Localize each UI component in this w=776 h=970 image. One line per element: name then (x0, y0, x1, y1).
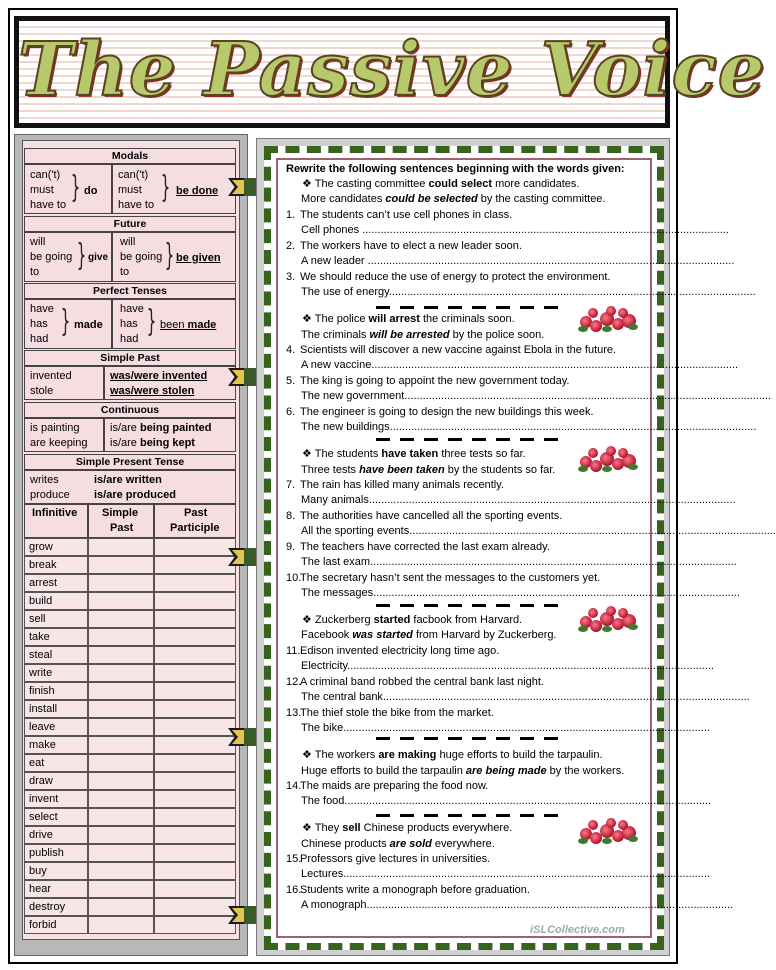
fill-in-dots: ........................................................................................................................ (368, 494, 736, 506)
question-14: 14.The maids are preparing the food now. (286, 780, 489, 792)
verb-past-blank[interactable] (88, 700, 154, 718)
verb-row (24, 610, 238, 628)
modals-r2: must (118, 184, 142, 196)
past-l1: invented (30, 370, 72, 382)
example-6-passive: Chinese products are sold everywhere. (301, 838, 495, 850)
verb-row (24, 628, 238, 646)
verb-participle-blank[interactable] (154, 628, 236, 646)
example-1-active: ❖ The casting committee could select more candidates. (302, 178, 580, 190)
perfect-r3: had (120, 333, 139, 345)
fill-in-dots: ........................................................................................................................ (347, 660, 714, 672)
verb-past-blank[interactable] (88, 646, 154, 664)
verb-row (24, 682, 238, 700)
verb-infinitive: make (24, 736, 88, 754)
verb-participle-blank[interactable] (154, 664, 236, 682)
watermark: iSLCollective.com (530, 924, 625, 936)
verb-past-blank[interactable] (88, 826, 154, 844)
example-5-passive: Huge efforts to build the tarpaulin are being made by the workers. (301, 765, 625, 777)
past-label: Past (110, 522, 134, 534)
verb-participle-blank[interactable] (154, 790, 236, 808)
verb-past-blank[interactable] (88, 718, 154, 736)
divider (376, 438, 564, 441)
past-label-2: Past (184, 507, 208, 519)
question-7: 7. The rain has killed many animals recently. (286, 479, 504, 491)
verb-infinitive: leave (24, 718, 88, 736)
divider (376, 306, 564, 309)
roses-icon (578, 446, 640, 472)
verb-participle-blank[interactable] (154, 556, 236, 574)
verb-past-blank[interactable] (88, 754, 154, 772)
verb-infinitive: finish (24, 682, 88, 700)
verb-past-blank[interactable] (88, 664, 154, 682)
verb-row (24, 538, 238, 556)
future-l3: to (30, 266, 40, 278)
verb-row (24, 556, 238, 574)
example-5-active: ❖ The workers are making huge efforts to build the tarpaulin. (302, 749, 603, 761)
answer-line-7[interactable]: Many animals........................................................................................................................ (301, 494, 736, 506)
verb-past-blank[interactable] (88, 574, 154, 592)
question-1: 1. The students can’t use cell phones in class. (286, 209, 513, 221)
verb-past-blank[interactable] (88, 808, 154, 826)
answer-line-13[interactable]: The bike........................................................................................................................ (301, 722, 710, 734)
perfect-l2: has (30, 318, 48, 330)
future-passive-verb: be given (176, 252, 221, 264)
verb-infinitive: invent (24, 790, 88, 808)
past-r2: was/were stolen (110, 385, 195, 397)
verb-participle-blank[interactable] (154, 736, 236, 754)
verb-row (24, 898, 238, 916)
fill-in-dots: ........................................................................................................................ (404, 390, 772, 402)
perfect-r1: have (120, 303, 144, 315)
verb-past-blank[interactable] (88, 916, 154, 934)
verb-row (24, 646, 238, 664)
verb-past-blank[interactable] (88, 844, 154, 862)
present-l2: produce (30, 489, 70, 501)
brace-icon: } (76, 238, 87, 273)
page-title: The Passive Voice (18, 27, 766, 113)
answer-line-9[interactable]: The last exam........................................................................................................................ (301, 556, 737, 568)
fill-in-dots: ........................................................................................................................ (366, 899, 734, 911)
verb-participle-blank[interactable] (154, 718, 236, 736)
question-8: 8. The authorities have cancelled all the sporting events. (286, 510, 563, 522)
verb-participle-blank[interactable] (154, 700, 236, 718)
future-verb: give (88, 252, 109, 263)
future-l1: will (30, 236, 46, 248)
modals-header: Modals (24, 148, 236, 164)
verb-participle-blank[interactable] (154, 844, 236, 862)
verb-past-blank[interactable] (88, 772, 154, 790)
fill-in-dots: ........................................................................................................................ (343, 868, 710, 880)
verb-past-blank[interactable] (88, 880, 154, 898)
present-r2: is/are produced (94, 489, 176, 501)
verb-row (24, 844, 238, 862)
modals-r1: can('t) (118, 169, 149, 181)
verb-past-blank[interactable] (88, 790, 154, 808)
verb-infinitive: buy (24, 862, 88, 880)
verb-past-blank[interactable] (88, 682, 154, 700)
verb-row (24, 736, 238, 754)
verb-past-blank[interactable] (88, 736, 154, 754)
example-2-active: ❖ The police will arrest the criminals soon. (302, 313, 515, 325)
verb-infinitive: drive (24, 826, 88, 844)
answer-line-10[interactable]: The messages........................................................................................................................ (301, 587, 740, 599)
verb-row (24, 754, 238, 772)
fill-in-dots: ........................................................................................................................ (371, 359, 739, 371)
verb-past-blank[interactable] (88, 538, 154, 556)
fill-in-dots: ........................................................................................................................ (367, 255, 735, 267)
modals-verb: do (84, 185, 98, 197)
question-2: 2. The workers have to elect a new leader soon. (286, 240, 522, 252)
perfect-l3: had (30, 333, 49, 345)
fill-in-dots: ........................................................................................................................ (343, 722, 710, 734)
answer-line-15[interactable]: Lectures........................................................................................................................ (301, 868, 710, 880)
verb-infinitive: draw (24, 772, 88, 790)
brace-icon: } (70, 170, 81, 205)
question-13: 13.The thief stole the bike from the market. (286, 707, 494, 719)
future-r2: be going (120, 251, 163, 263)
example-3-active: ❖ The students have taken three tests so far. (302, 448, 526, 460)
question-3: 3. We should reduce the use of energy to protect the environment. (286, 271, 611, 283)
question-16: 16.Students write a monograph before graduation. (286, 884, 530, 896)
answer-line-16[interactable]: A monograph........................................................................................................................ (301, 899, 734, 911)
modals-l1: can('t) (30, 169, 61, 181)
instruction: Rewrite the following sentences beginning with the words given: (286, 163, 625, 175)
verb-infinitive: sell (24, 610, 88, 628)
present-r1: is/are written (94, 474, 162, 486)
verb-past-blank[interactable] (88, 862, 154, 880)
continuous-r1: is/are being painted (110, 422, 212, 434)
simple-label: Simple (102, 507, 139, 519)
verb-past-blank[interactable] (88, 628, 154, 646)
verb-past-blank[interactable] (88, 592, 154, 610)
brace-icon: } (160, 170, 171, 205)
verb-row (24, 592, 238, 610)
continuous-l1: is painting (30, 422, 80, 434)
perfect-verb: made (74, 319, 103, 331)
perfect-passive-verb: been made (160, 319, 217, 331)
fill-in-dots: ........................................................................................................................ (409, 525, 776, 537)
answer-line-12[interactable]: The central bank........................................................................................................................ (301, 691, 750, 703)
brace-icon: } (60, 304, 71, 339)
fill-in-dots: ........................................................................................................................ (382, 691, 750, 703)
verb-participle-blank[interactable] (154, 754, 236, 772)
roses-icon (578, 306, 640, 332)
roses-icon (578, 818, 640, 844)
continuous-header: Continuous (24, 402, 236, 418)
answer-line-4[interactable]: A new vaccine........................................................................................................................ (301, 359, 739, 371)
verb-participle-blank[interactable] (154, 538, 236, 556)
past-r1: was/were invented (110, 370, 208, 382)
brace-icon: } (146, 304, 157, 339)
example-4-active: ❖ Zuckerberg started facbook from Harvard. (302, 614, 523, 626)
verb-infinitive: install (24, 700, 88, 718)
question-5: 5. The king is going to appoint the new government today. (286, 375, 570, 387)
verb-infinitive: destroy (24, 898, 88, 916)
verb-participle-blank[interactable] (154, 610, 236, 628)
divider (376, 814, 564, 817)
question-6: 6. The engineer is going to design the new buildings this week. (286, 406, 594, 418)
verb-infinitive: break (24, 556, 88, 574)
verb-infinitive: write (24, 664, 88, 682)
verb-participle-blank[interactable] (154, 898, 236, 916)
answer-line-2[interactable]: A new leader ........................................................................................................................ (301, 255, 735, 267)
divider (376, 737, 564, 740)
past-header: Simple Past (24, 350, 236, 366)
verb-infinitive: arrest (24, 574, 88, 592)
future-r3: to (120, 266, 130, 278)
verb-row (24, 664, 238, 682)
verb-infinitive: publish (24, 844, 88, 862)
divider (376, 604, 564, 607)
future-l2: be going (30, 251, 73, 263)
brace-icon: } (164, 238, 175, 273)
fill-in-dots: ........................................................................................................................ (389, 421, 757, 433)
verb-past-blank[interactable] (88, 556, 154, 574)
verb-row (24, 574, 238, 592)
example-4-passive: Facebook was started from Harvard by Zuckerberg. (301, 629, 557, 641)
verb-row (24, 718, 238, 736)
verb-infinitive: steal (24, 646, 88, 664)
perfect-l1: have (30, 303, 54, 315)
fill-in-dots: ........................................................................................................................ (362, 224, 729, 236)
past-l2: stole (30, 385, 54, 397)
modals-passive-verb: be done (176, 185, 219, 197)
question-11: 11.Edison invented electricity long time ago. (286, 645, 500, 657)
future-header: Future (24, 216, 236, 232)
verb-infinitive: select (24, 808, 88, 826)
verb-row (24, 700, 238, 718)
question-10: 10.The secretary hasn’t sent the messages to the customers yet. (286, 572, 601, 584)
question-9: 9. The teachers have corrected the last exam already. (286, 541, 550, 553)
modals-l2: must (30, 184, 54, 196)
answer-line-14[interactable]: The food........................................................................................................................ (301, 795, 712, 807)
fill-in-dots: ........................................................................................................................ (388, 286, 756, 298)
present-header: Simple Present Tense (24, 454, 236, 470)
verb-infinitive: forbid (24, 916, 88, 934)
answer-line-3[interactable]: The use of energy........................................................................................................................ (301, 286, 756, 298)
verb-row (24, 808, 238, 826)
question-15: 15.Professors give lectures in universities. (286, 853, 491, 865)
verb-participle-blank[interactable] (154, 682, 236, 700)
verb-participle-blank[interactable] (154, 862, 236, 880)
continuous-r2: is/are being kept (110, 437, 195, 449)
verb-row (24, 916, 238, 934)
modals-r3: have to (118, 199, 155, 211)
answer-line-8[interactable]: All the sporting events........................................................................................................................ (301, 525, 776, 537)
modals-l3: have to (30, 199, 67, 211)
verb-row (24, 826, 238, 844)
perfect-header: Perfect Tenses (24, 283, 236, 299)
fill-in-dots: ........................................................................................................................ (344, 795, 712, 807)
example-1-passive: More candidates could be selected by the casting committee. (301, 193, 606, 205)
verb-infinitive: eat (24, 754, 88, 772)
present-l1: writes (30, 474, 59, 486)
question-4: 4. Scientists will discover a new vaccine against Ebola in the future. (286, 344, 617, 356)
verb-row (24, 772, 238, 790)
verb-participle-blank[interactable] (154, 574, 236, 592)
verb-row (24, 790, 238, 808)
verb-past-blank[interactable] (88, 610, 154, 628)
infinitive-label: Infinitive (32, 507, 78, 519)
verb-participle-blank[interactable] (154, 592, 236, 610)
answer-line-6[interactable]: The new buildings........................................................................................................................ (301, 421, 757, 433)
answer-line-1[interactable]: Cell phones ........................................................................................................................ (301, 224, 729, 236)
fill-in-dots: ........................................................................................................................ (373, 587, 740, 599)
verb-row (24, 880, 238, 898)
verb-past-blank[interactable] (88, 898, 154, 916)
verb-participle-blank[interactable] (154, 772, 236, 790)
verb-infinitive: grow (24, 538, 88, 556)
verb-participle-blank[interactable] (154, 646, 236, 664)
verb-participle-blank[interactable] (154, 880, 236, 898)
verb-infinitive: take (24, 628, 88, 646)
verb-row (24, 862, 238, 880)
verb-participle-blank[interactable] (154, 826, 236, 844)
question-12: 12.A criminal band robbed the central bank last night. (286, 676, 544, 688)
roses-icon (578, 606, 640, 632)
answer-line-5[interactable]: The new government........................................................................................................................ (301, 390, 772, 402)
participle-label: Participle (170, 522, 220, 534)
example-3-passive: Three tests have been taken by the students so far. (301, 464, 556, 476)
continuous-l2: are keeping (30, 437, 88, 449)
example-2-passive: The criminals will be arrested by the police soon. (301, 329, 545, 341)
perfect-r2: has (120, 318, 138, 330)
answer-line-11[interactable]: Electricity........................................................................................................................ (301, 660, 714, 672)
verb-infinitive: build (24, 592, 88, 610)
verb-participle-blank[interactable] (154, 808, 236, 826)
example-6-active: ❖ They sell Chinese products everywhere. (302, 822, 513, 834)
verb-participle-blank[interactable] (154, 916, 236, 934)
future-r1: will (120, 236, 136, 248)
fill-in-dots: ........................................................................................................................ (370, 556, 737, 568)
verb-infinitive: hear (24, 880, 88, 898)
